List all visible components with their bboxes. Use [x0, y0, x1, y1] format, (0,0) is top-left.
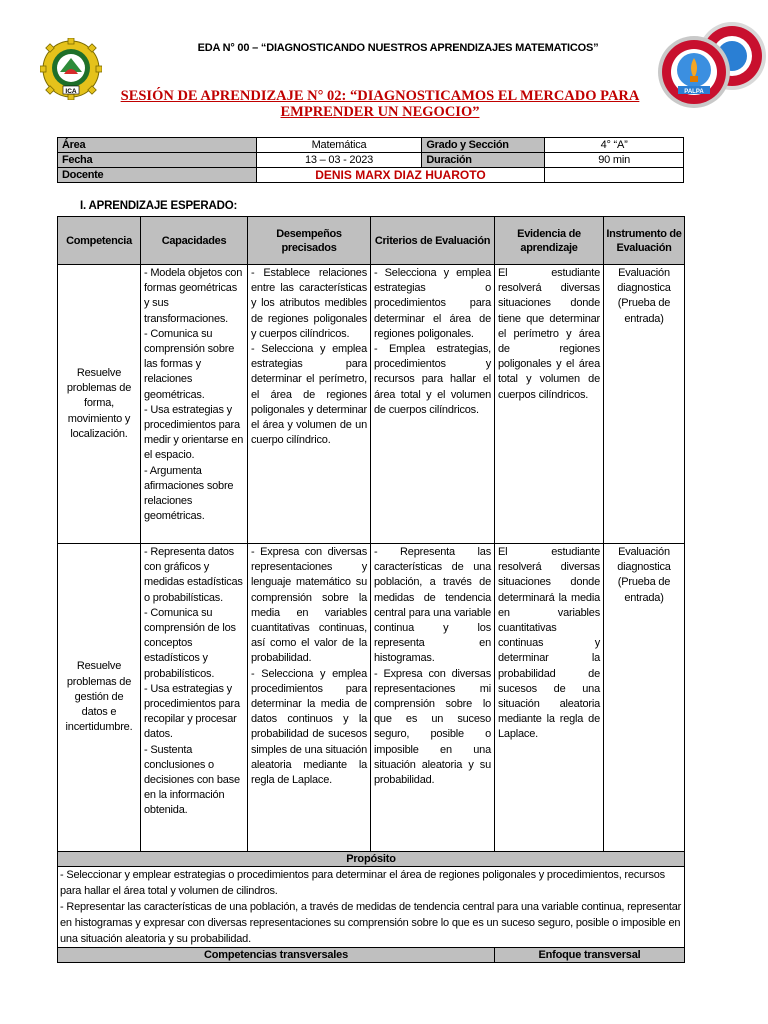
duracion-value: 90 min [545, 153, 684, 168]
info-table [57, 137, 684, 183]
area-value: Matemática [256, 138, 422, 153]
header-capacidades: Capacidades [141, 217, 248, 265]
capacidad-item: - Usa estrategias y procedimientos para recopilar y procesar datos. [144, 682, 240, 741]
competencia-cell: Resuelve problemas de forma, movimiento y localización. [58, 265, 141, 544]
learning-table [57, 216, 685, 963]
table-header-row [58, 217, 685, 265]
fecha-value: 13 – 03 - 2023 [256, 153, 422, 168]
table-row [58, 544, 685, 852]
school-logo-right [656, 18, 768, 118]
criterio-item: - Selecciona y emplea estrategias o procedimientos para determinar el área de regiones poligonales. [374, 267, 491, 340]
criterio-item: - Emplea estrategias, procedimientos y recursos para hallar el área total y el volumen de cuerpos cilíndricos. [374, 343, 491, 416]
logo-right-text: PALPA [684, 89, 704, 95]
proposito-row [58, 867, 685, 948]
school-logo-left [40, 38, 102, 100]
proposito-label: Propósito [58, 852, 685, 867]
criterios-cell [371, 265, 495, 544]
capacidades-cell [141, 265, 248, 544]
evidencia-cell: El estudiante resolverá diversas situaciones donde determinará la media en variables cuantitativas continuas y determinar la probabilidad de sucesos de una situación aleatoria mediante la regla de Laplace. [495, 544, 604, 852]
logo-left-text: ICA [65, 88, 77, 95]
desempeno-item: - Selecciona y emplea procedimientos para determinar la media de datos continuos y la probabilidad de sucesos simples de una situación aleatoria mediante la regla de Laplace. [251, 667, 367, 787]
desempeno-item: - Establece relaciones entre las características y los atributos medibles de regiones poligonales y cuerpos cilíndricos. [251, 267, 367, 340]
desempeno-item: - Selecciona y emplea estrategias para determinar el perímetro, el área de regiones poligonales y determinar el área y volumen de un cuerpo cilíndrico. [251, 343, 367, 447]
grado-value: 4° “A” [545, 138, 684, 153]
criterios-cell [371, 544, 495, 852]
capacidad-item: - Usa estrategias y procedimientos para medir y orientarse en el espacio. [144, 403, 244, 462]
transversales-header-row [58, 948, 685, 963]
criterio-item: - Expresa con diversas representaciones mi comprensión sobre lo que es un suceso seguro, posible o imposible en una situación aleatoria y su probabilidad. [374, 667, 491, 787]
capacidad-item: - Comunica su comprensión de los conceptos estadísticos y probabilísticos. [144, 606, 236, 680]
docente-empty [545, 168, 684, 183]
desempenos-cell [248, 544, 371, 852]
grado-label: Grado y Sección [422, 138, 545, 153]
table-row [58, 265, 685, 544]
header-competencia: Competencia [58, 217, 141, 265]
session-title [110, 88, 650, 120]
capacidad-item: - Modela objetos con formas geométricas y sus transformaciones. [144, 267, 243, 325]
section-heading: I. APRENDIZAJE ESPERADO: [80, 200, 238, 212]
area-label: Área [58, 138, 257, 153]
proposito-cell [58, 867, 685, 948]
capacidad-item: - Sustenta conclusiones o decisiones con base en la información obtenida. [144, 743, 240, 817]
duracion-label: Duración [422, 153, 545, 168]
proposito-item: - Representar las características de una población, a través de medidas de tendencia central para una variable continua, representar en histogramas y expresar con diversas representaciones su comprensión sobre lo que es un suceso seguro, posible o imposible en una situación aleatoria y su probabilidad. [60, 901, 682, 945]
eda-title: EDA N° 00 – “DIAGNOSTICANDO NUESTROS APRENDIZAJES MATEMATICOS” [197, 42, 599, 54]
header-criterios: Criterios de Evaluación [371, 217, 495, 265]
enfoque-transversal-label: Enfoque transversal [495, 948, 685, 963]
desempenos-cell [248, 265, 371, 544]
criterio-item: - Representa las características de una población, a través de medidas de tendencia central para una variable continua y los representa en histogramas. [374, 546, 491, 665]
proposito-item: - Seleccionar y emplear estrategias o procedimientos para determinar el área de regiones poligonales y procedimientos, recursos para hallar el área total y volumen de cilindros. [60, 869, 665, 897]
docente-label: Docente [58, 168, 257, 183]
capacidad-item: - Argumenta afirmaciones sobre relaciones geométricas. [144, 464, 234, 523]
session-title-line2: EMPRENDER UN NEGOCIO” [280, 104, 480, 120]
fecha-label: Fecha [58, 153, 257, 168]
header-instrumento: Instrumento de Evaluación [604, 217, 685, 265]
docente-value: DENIS MARX DIAZ HUAROTO [256, 168, 545, 183]
capacidad-item: - Representa datos con gráficos y medidas estadísticas o probabilísticas. [144, 546, 243, 604]
capacidades-cell [141, 544, 248, 852]
proposito-header-row [58, 852, 685, 867]
header-evidencia: Evidencia de aprendizaje [495, 217, 604, 265]
desempeno-item: - Expresa con diversas representaciones y lenguaje matemático su comprensión sobre la media en variables cuantitativas continuas, así como el valor de la probabilidad. [251, 546, 367, 665]
session-title-line1: SESIÓN DE APRENDIZAJE N° 02: “DIAGNOSTICAMOS EL MERCADO PARA [120, 88, 640, 104]
instrumento-cell: Evaluación diagnostica (Prueba de entrada) [604, 544, 685, 852]
header-desempenos: Desempeños precisados [248, 217, 371, 265]
evidencia-cell: El estudiante resolverá diversas situaciones donde tiene que determinar el perímetro y área de regiones poligonales y el área total y volumen de cuerpos cilíndricos. [495, 265, 604, 544]
competencias-transversales-label: Competencias transversales [58, 948, 495, 963]
capacidad-item: - Comunica su comprensión sobre las formas y relaciones geométricas. [144, 327, 235, 401]
competencia-cell: Resuelve problemas de gestión de datos e incertidumbre. [58, 544, 141, 852]
instrumento-cell: Evaluación diagnostica (Prueba de entrada) [604, 265, 685, 544]
